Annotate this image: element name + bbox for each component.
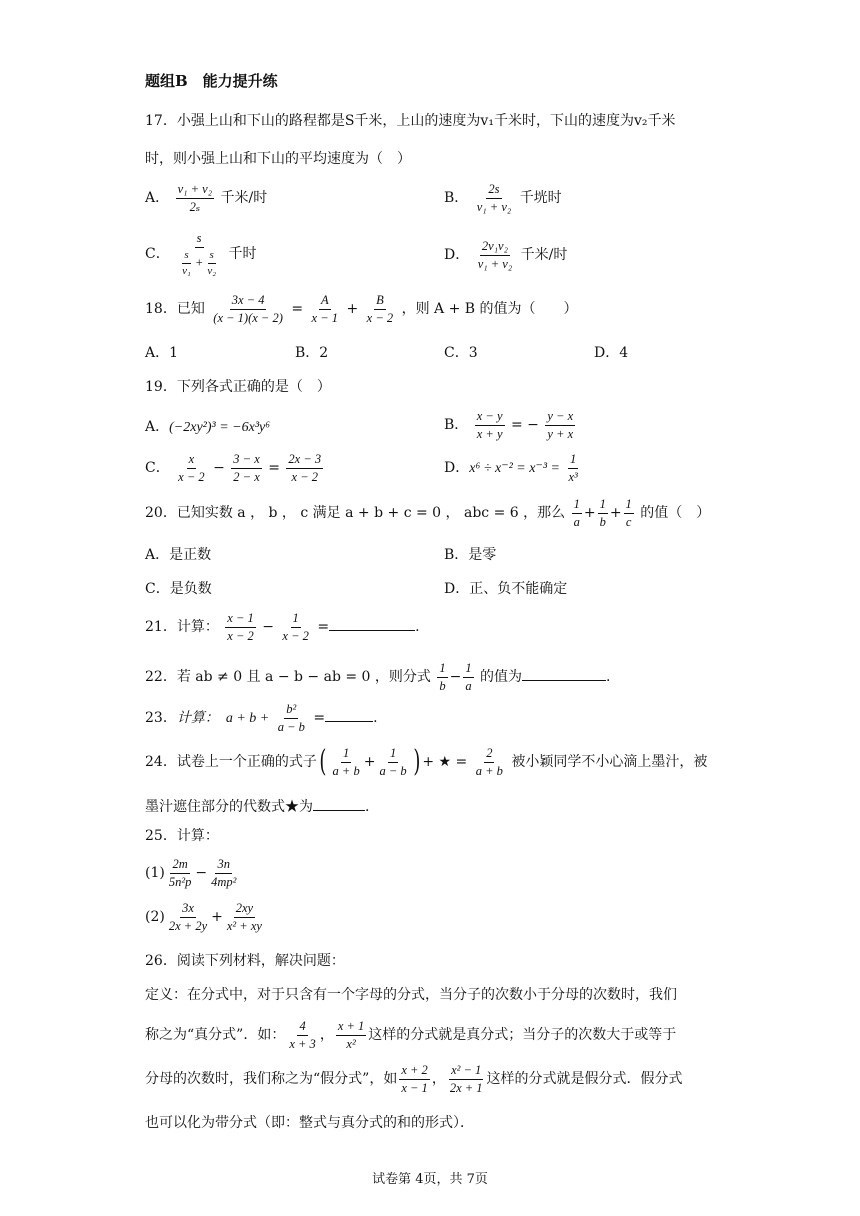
q25-p1-f1-den: 5n²p <box>168 874 192 889</box>
q18-option-a[interactable]: A．1 <box>145 345 179 361</box>
q22-f2-num: 1 <box>463 662 473 678</box>
q19-c-fraction-3 <box>286 453 323 483</box>
q18-equals: = <box>291 301 304 317</box>
q17-option-a[interactable] <box>145 182 268 214</box>
q26-comma-2: ， <box>431 1071 446 1087</box>
q25-p2-f1-num: 3x <box>180 902 196 918</box>
q18-lhs-num: 3x − 4 <box>230 294 267 310</box>
q19-c-f2-num: 3 − x <box>231 453 261 469</box>
q26-number: 26． <box>145 953 177 969</box>
q22-f1-den: b <box>439 678 446 693</box>
q18-option-c[interactable]: C．3 <box>444 345 478 361</box>
q26-e2-den: x² <box>346 1036 356 1051</box>
q17-c-inner2-den: v₂ <box>207 264 217 277</box>
q18-fraction-b <box>365 294 395 324</box>
q21-f1-num: x − 1 <box>225 612 255 628</box>
q24-prefix: 试卷上一个正确的式子 <box>176 754 317 770</box>
q24-f3-num: 2 <box>484 747 494 763</box>
q22-period: . <box>606 669 611 685</box>
q19-c-minus: − <box>213 460 225 476</box>
q19-b-f1-den: x + y <box>476 426 503 441</box>
q19-c-fraction-1 <box>176 453 206 483</box>
q26-line2-a: 称之为“真分式”．如： <box>145 1027 286 1043</box>
q24-answer-blank[interactable] <box>313 799 365 811</box>
q19-c-f3-num: 2x − 3 <box>286 453 323 469</box>
q24-fraction-1 <box>331 747 362 777</box>
q24-line2 <box>145 799 728 814</box>
q17-option-d-label: D． <box>444 247 470 263</box>
q24-period: . <box>365 799 370 815</box>
q20-f3-num: 1 <box>624 498 634 514</box>
q19-b-fraction-2 <box>545 410 575 440</box>
q21-f1-den: x − 2 <box>227 628 254 643</box>
q20-option-b[interactable]: B．是零 <box>444 547 497 563</box>
q25-p2-fraction-1 <box>167 902 209 932</box>
q21-fraction-1 <box>225 612 255 642</box>
q17-number: 17． <box>145 113 177 129</box>
q17-option-b-label: B． <box>444 190 469 206</box>
q18-suffix: ，则 A + B 的值为（ ） <box>401 301 578 317</box>
q19-option-d-expr: x⁶ ÷ x⁻² = x⁻³ = <box>469 461 560 476</box>
q17-a-denominator: 2ₛ <box>189 199 201 214</box>
q26-example-fraction-3 <box>399 1064 429 1094</box>
q17-c-inner-fraction-1 <box>180 250 193 277</box>
q19-d-fraction <box>566 453 579 483</box>
q21-f2-num: 1 <box>291 612 301 628</box>
q17-c-unit: 千时 <box>228 246 257 263</box>
q23-number: 23． <box>145 710 177 726</box>
q17-c-inner1-den: v₁ <box>182 264 191 277</box>
q17-c-plus: + <box>194 254 204 269</box>
q17-d-unit: 千米/时 <box>520 247 568 263</box>
q25-p1-fraction-1 <box>167 858 194 888</box>
q17-a-numerator: v₁ + v₂ <box>176 183 214 199</box>
q26-e3-num: x + 2 <box>399 1064 429 1080</box>
q21-minus: − <box>262 619 274 635</box>
q19-stem-text: 下列各式正确的是（ ） <box>176 379 331 395</box>
q24-f3-den: a + b <box>475 763 503 778</box>
q18-number: 18． <box>145 301 177 317</box>
q26-e4-num: x² − 1 <box>449 1064 483 1080</box>
q17-b-denominator: v₁ + v₂ <box>476 199 512 214</box>
q25-p2-f1-den: 2x + 2y <box>168 918 208 933</box>
q20-f1-num: 1 <box>572 498 582 514</box>
q20-number: 20． <box>145 505 177 521</box>
q17-c-denominator <box>176 248 222 277</box>
q20-f3-den: c <box>625 514 632 529</box>
q25-part2-label: (2) <box>145 909 165 925</box>
q21-f2-den: x − 2 <box>282 628 309 643</box>
left-paren-icon: ( <box>319 744 327 779</box>
q23-stem <box>145 703 728 733</box>
q21-stem <box>145 612 728 642</box>
q26-line2-b: 这样的分式就是真分式；当分子的次数大于或等于 <box>368 1027 677 1043</box>
q19-c-f1-den: x − 2 <box>178 469 205 484</box>
q26-e1-num: 4 <box>297 1020 307 1036</box>
q24-fraction-2 <box>377 747 408 777</box>
q17-option-c-label: C． <box>145 246 170 263</box>
q25-p1-minus: − <box>195 865 208 881</box>
q19-number: 19． <box>145 379 177 395</box>
q22-answer-blank[interactable] <box>522 669 606 681</box>
q18-a-den: x − 1 <box>311 310 339 325</box>
q17-option-c-fraction <box>176 232 222 277</box>
q25-p2-f2-den: x² + xy <box>226 918 262 933</box>
q25-p1-f2-num: 3n <box>215 858 232 874</box>
q17-option-d[interactable] <box>444 240 567 270</box>
q26-example-fraction-1 <box>287 1020 317 1050</box>
q19-option-b-label: B． <box>444 417 469 433</box>
q19-option-d[interactable] <box>444 453 582 483</box>
q19-c-f3-den: x − 2 <box>291 469 319 484</box>
q20-fraction-a <box>572 498 582 528</box>
q20-plus-2: + <box>609 505 622 521</box>
q20-f2-num: 1 <box>598 498 608 514</box>
q22-suffix: 的值为 <box>480 669 523 685</box>
q18-stem <box>145 294 728 324</box>
q18-a-num: A <box>319 294 331 310</box>
q17-options-row2 <box>145 232 728 277</box>
q18-fraction-a <box>310 294 340 324</box>
q19-option-a-expr: (−2xy²)³ = −6x³y⁶ <box>169 420 271 435</box>
q17-line1 <box>145 114 728 128</box>
q18-plus: + <box>346 301 359 317</box>
q20-option-d[interactable]: D．正、负不能确定 <box>444 581 568 597</box>
q21-prefix: 计算： <box>176 619 219 635</box>
q17-a-unit: 千米/时 <box>220 190 268 206</box>
q19-b-f2-num: y − x <box>545 410 575 426</box>
q17-c-numerator: s <box>195 232 204 248</box>
q26-comma-1: ， <box>319 1027 334 1043</box>
q25-p1-f2-den: 4mp² <box>211 874 237 889</box>
q19-option-a-label: A． <box>145 419 170 435</box>
q26-line4: 也可以化为带分式（即：整式与真分式的和的形式）． <box>145 1115 474 1131</box>
q22-fraction-2 <box>463 662 473 692</box>
q21-period: . <box>415 619 420 635</box>
q17-c-inner2-num: s <box>208 250 216 264</box>
q26-e4-den: 2x + 1 <box>449 1080 483 1095</box>
q26-line3 <box>145 1064 728 1094</box>
q22-prefix: 若 ab ≠ 0 且 a − b − ab = 0 ，则分式 <box>176 669 431 685</box>
q17-text-line1: 小强上山和下山的路程都是S千米，上山的速度为v₁千米时，下山的速度为v₂千米 <box>176 113 676 129</box>
q18-lhs-fraction <box>211 294 285 324</box>
q26-e2-num: x + 1 <box>336 1020 366 1036</box>
q25-part1-label: (1) <box>145 865 165 881</box>
q26-line1: 定义：在分式中，对于只含有一个字母的分式，当分子的次数小于分母的次数时，我们 <box>145 987 677 1003</box>
page-footer: 试卷第 4页，共 7页 <box>372 1172 488 1187</box>
q17-c-inner1-num: s <box>182 250 190 264</box>
q19-c-f1-num: x <box>187 453 197 469</box>
q19-c-f2-den: 2 − x <box>233 469 260 484</box>
q19-c-equals: = <box>268 460 280 476</box>
q21-equals: = <box>317 619 330 635</box>
q23-num: b² <box>284 703 298 719</box>
q19-option-d-label: D． <box>444 460 470 476</box>
q26-line3-a: 分母的次数时，我们称之为“假分式”，如 <box>145 1071 398 1087</box>
q17-text-line2: 时，则小强上山和下山的平均速度为（ ） <box>145 151 411 167</box>
q19-option-b[interactable] <box>444 410 577 440</box>
q26-stem <box>145 954 728 968</box>
q20-f1-den: a <box>573 514 580 529</box>
q22-f2-den: a <box>465 678 472 693</box>
q24-f2-num: 1 <box>388 747 398 763</box>
q25-p2-plus: + <box>211 909 223 925</box>
q24-fraction-3 <box>474 747 505 777</box>
q19-b-mid: = − <box>510 417 539 433</box>
q26-e1-den: x + 3 <box>289 1036 316 1051</box>
q25-part1 <box>145 858 728 888</box>
q19-b-fraction-1 <box>475 410 505 440</box>
q17-option-a-label: A． <box>145 190 170 206</box>
q20-fraction-c <box>624 498 634 528</box>
q24-f2-den: a − b <box>379 763 407 778</box>
q26-line2 <box>145 1020 728 1050</box>
q22-stem <box>145 662 728 692</box>
q23-den: a − b <box>277 719 305 734</box>
q17-b-numerator: 2s <box>486 183 501 199</box>
q19-d-den: x³ <box>568 469 578 484</box>
q17-d-numerator: 2v₁v₂ <box>480 240 510 256</box>
q18-option-b[interactable]: B．2 <box>295 345 329 361</box>
q24-stem <box>145 744 728 779</box>
q19-option-a[interactable] <box>145 420 270 435</box>
q26-stem-text: 阅读下列材料，解决问题： <box>176 953 345 969</box>
q18-lhs-den: (x − 1)(x − 2) <box>213 310 283 325</box>
q19-b-f1-num: x − y <box>475 410 505 426</box>
q24-star-equals: + ★ = <box>422 754 468 770</box>
q24-plus: + <box>363 754 376 770</box>
q26-line3-b: 这样的分式就是假分式．假分式 <box>486 1071 683 1087</box>
q20-option-a[interactable]: A．是正数 <box>145 547 212 563</box>
q25-p2-fraction-2 <box>225 902 264 932</box>
q19-stem <box>145 380 728 394</box>
q23-fraction <box>276 703 307 733</box>
q21-fraction-2 <box>280 612 310 642</box>
q22-fraction-1 <box>437 662 447 692</box>
q25-stem-text: 计算： <box>176 828 219 844</box>
q19-b-f2-den: y + x <box>547 426 574 441</box>
q26-e3-den: x − 1 <box>401 1080 428 1095</box>
q20-suffix: 的值（ ） <box>640 505 711 521</box>
q20-stem-text: 已知实数 a ， b ， c 满足 a + b + c = 0 ， abc = 6 ，那么 <box>176 505 566 521</box>
q20-f2-den: b <box>599 514 606 529</box>
q19-option-c-label: C． <box>145 460 170 476</box>
q24-f1-den: a + b <box>332 763 360 778</box>
q22-minus: − <box>449 669 462 685</box>
right-paren-icon: ) <box>413 744 421 779</box>
q25-stem <box>145 829 728 843</box>
q23-equals: = <box>313 710 326 726</box>
q25-p1-f1-num: 2m <box>170 858 189 874</box>
q17-option-b-fraction <box>475 183 513 213</box>
q18-option-d[interactable]: D．4 <box>594 345 629 361</box>
q23-period: . <box>373 710 378 726</box>
q23-prefix: 计算： a + b + <box>176 711 270 726</box>
q25-p1-fraction-2 <box>209 858 238 888</box>
q19-option-c[interactable] <box>145 453 325 483</box>
q19-c-fraction-2 <box>231 453 261 483</box>
q17-c-inner-fraction-2 <box>205 250 218 277</box>
q18-prefix: 已知 <box>176 301 205 317</box>
q24-number: 24． <box>145 754 177 770</box>
q24-line2-text: 墨汁遮住部分的代数式★为 <box>145 799 313 815</box>
q26-example-fraction-2 <box>336 1020 366 1050</box>
q18-b-num: B <box>374 294 386 310</box>
q17-d-denominator: v₁ + v₂ <box>477 256 513 271</box>
q25-part2 <box>145 902 728 932</box>
q22-f1-num: 1 <box>437 662 447 678</box>
q17-option-d-fraction <box>476 240 514 270</box>
q20-fraction-b <box>598 498 608 528</box>
q24-f1-num: 1 <box>341 747 351 763</box>
q20-option-c[interactable]: C．是负数 <box>145 581 212 597</box>
q21-answer-blank[interactable] <box>329 619 415 631</box>
q21-number: 21． <box>145 619 177 635</box>
section-title: 题组B 能力提升练 <box>145 72 278 90</box>
q19-d-num: 1 <box>568 453 578 469</box>
q25-number: 25． <box>145 828 177 844</box>
q17-b-unit: 千垙时 <box>519 190 562 206</box>
q20-plus-1: + <box>583 505 596 521</box>
q24-suffix: 被小颖同学不小心滴上墨汁，被 <box>511 754 708 770</box>
q25-p2-f2-num: 2xy <box>234 902 255 918</box>
q18-b-den: x − 2 <box>366 310 394 325</box>
q17-options-row1 <box>145 183 728 213</box>
q17-option-c[interactable] <box>145 231 257 277</box>
q23-answer-blank[interactable] <box>325 710 373 722</box>
q22-number: 22． <box>145 669 177 685</box>
q26-example-fraction-4 <box>448 1064 485 1094</box>
q20-stem <box>145 498 728 528</box>
q17-option-b[interactable] <box>444 183 562 213</box>
q17-option-a-fraction <box>176 183 214 213</box>
